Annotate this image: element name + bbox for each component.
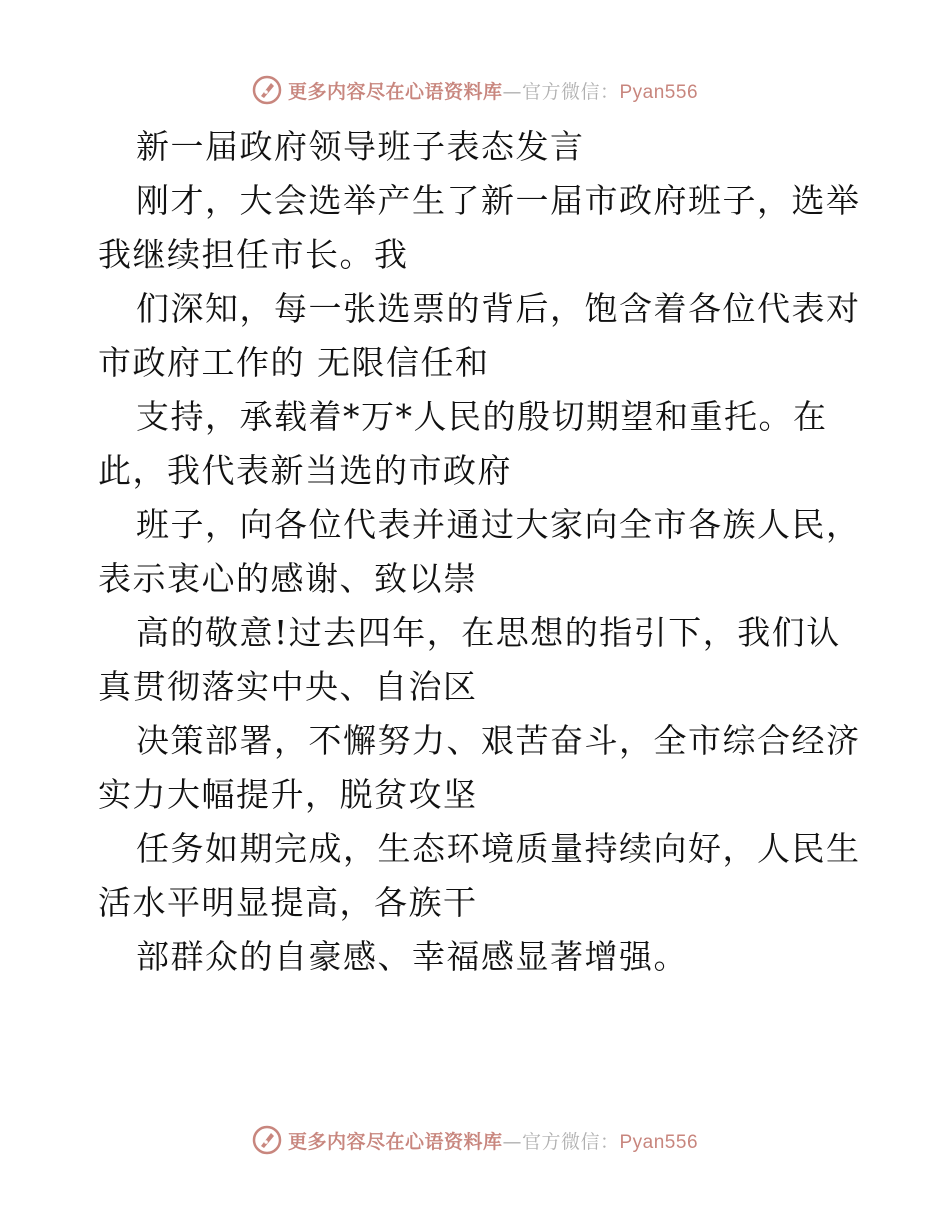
text-line: 班子，向各位代表并通过大家向全市各族人民， [136, 505, 861, 544]
footer-official-label: 官方微信： [521, 1130, 620, 1153]
header-official-label: 官方微信： [521, 80, 620, 103]
text-line: 任务如期完成，生态环境质量持续向好，人民生 [136, 829, 861, 868]
footer-banner-text [288, 1127, 698, 1154]
text-line: 活水平明显提高，各族干 [98, 883, 478, 922]
text-line: 高的敬意!过去四年，在思想的指引下，我们认 [136, 613, 841, 652]
text-line: 支持，承载着*万*人民的殷切期望和重托。在 [136, 397, 828, 436]
pen-nib-logo-icon [252, 1125, 282, 1155]
text-line: 决策部署，不懈努力、艰苦奋斗，全市综合经济 [136, 721, 861, 760]
header-banner [0, 70, 950, 110]
text-line: 真贯彻落实中央、自治区 [98, 667, 478, 706]
footer-handle: Pyan556 [619, 1131, 699, 1153]
footer-site-text: 更多内容尽在心语资料库 [287, 1130, 503, 1153]
text-line: 刚才，大会选举产生了新一届市政府班子，选举 [136, 181, 861, 220]
text-line: 市政府工作的 无限信任和 [98, 343, 490, 382]
header-separator: — [502, 80, 522, 103]
text-line: 此，我代表新当选的市政府 [98, 451, 512, 490]
text-line: 部群众的自豪感、幸福感显著增强。 [136, 937, 688, 976]
header-banner-text [288, 77, 698, 104]
text-line: 表示衷心的感谢、致以崇 [98, 559, 478, 598]
document-body [98, 120, 861, 984]
header-handle: Pyan556 [619, 81, 699, 103]
pen-nib-logo-icon [252, 75, 282, 105]
header-site-text: 更多内容尽在心语资料库 [287, 80, 503, 103]
footer-separator: — [502, 1130, 522, 1153]
text-line: 实力大幅提升，脱贫攻坚 [98, 775, 478, 814]
text-line: 们深知，每一张选票的背后，饱含着各位代表对 [136, 289, 861, 328]
text-line: 我继续担任市长。我 [98, 235, 409, 274]
footer-banner [0, 1120, 950, 1160]
document-title: 新一届政府领导班子表态发言 [136, 127, 585, 166]
